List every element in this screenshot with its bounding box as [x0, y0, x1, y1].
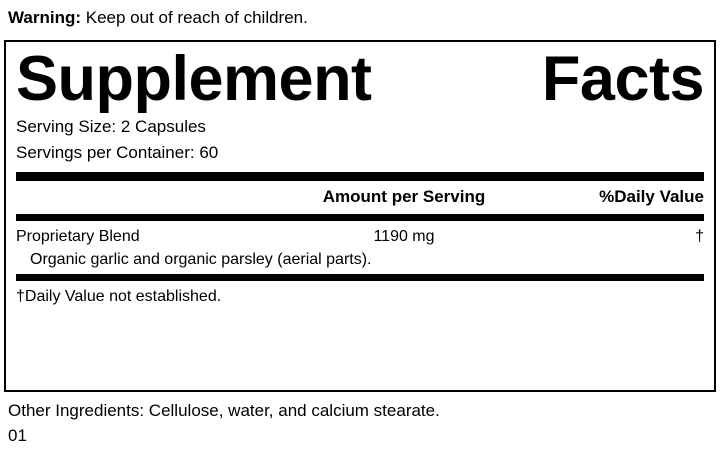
nutrient-sub-ingredients: Organic garlic and organic parsley (aerial parts). — [30, 251, 372, 268]
column-header-amount: Amount per Serving — [322, 187, 486, 206]
panel-title-word-supplement: Supplement — [16, 44, 372, 114]
table-row — [16, 226, 704, 248]
nutrient-amount: 1190 mg — [373, 228, 435, 245]
divider-above-footnote — [16, 274, 704, 281]
warning-statement — [8, 8, 308, 28]
divider-below-headers — [16, 214, 704, 221]
revision-code: 01 — [8, 426, 27, 445]
column-headers — [16, 185, 704, 211]
nutrient-name: Proprietary Blend — [16, 228, 140, 245]
panel-title — [16, 46, 704, 112]
supplement-facts-panel — [4, 40, 716, 392]
servings-per-container: Servings per Container: 60 — [16, 143, 219, 162]
nutrient-daily-value: † — [695, 228, 704, 245]
serving-size: Serving Size: 2 Capsules — [16, 117, 206, 136]
daily-value-footnote: †Daily Value not established. — [16, 288, 222, 305]
warning-label: Warning: — [8, 8, 82, 27]
column-header-daily-value: %Daily Value — [599, 187, 704, 206]
divider-thick-top — [16, 172, 704, 181]
warning-text: Keep out of reach of children. — [81, 8, 308, 27]
panel-title-word-facts: Facts — [541, 44, 704, 114]
other-ingredients: Other Ingredients: Cellulose, water, and calcium stearate. — [8, 401, 440, 420]
